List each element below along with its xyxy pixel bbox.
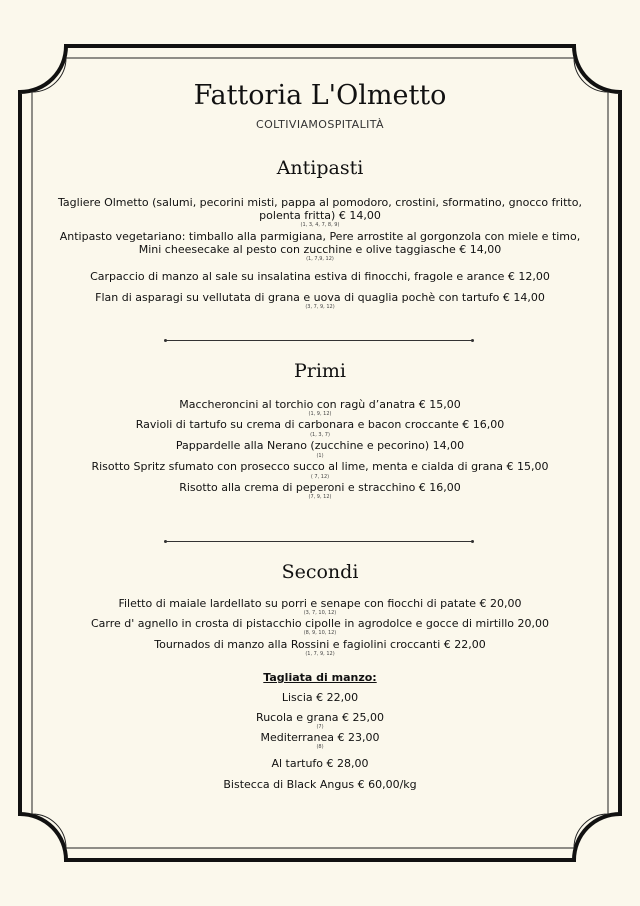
menu-item: Ravioli di tartufo su crema di carbonara e bacon croccante € 16,00 [135,418,505,431]
allergen-codes: (3, 7, 9, 12) [305,304,335,310]
restaurant-name: Fattoria L'Olmetto [193,80,447,111]
restaurant-tagline: COLTIVIAMOSPITALITÀ [256,118,384,131]
menu-item: Antipasto vegetariano: timballo alla parmigiana, Pere arrostite al gorgonzola con miele e timo, [59,230,581,243]
section-title-primi: Primi [293,360,347,382]
allergen-codes: (1, 9, 12) [308,411,332,417]
allergen-codes: (1, 3, 7) [310,432,330,438]
allergen-codes: (1, 7, 9, 12) [305,651,335,657]
menu-item-line2: polenta fritta) € 14,00 [259,209,381,222]
menu-item: Risotto alla crema di peperoni e stracchino € 16,00 [179,481,461,494]
allergen-codes: (3, 7, 10, 12) [303,610,337,616]
section-divider [165,340,473,341]
allergen-codes: (1) [316,453,324,459]
menu-item: Pappardelle alla Nerano (zucchine e pecorino) 14,00 [175,439,465,452]
tagliata-option: Bistecca di Black Angus € 60,00/kg [223,778,417,791]
menu-item: Carre d' agnello in crosta di pistacchio cipolle in agrodolce e gocce di mirtillo 20,00 [90,617,550,630]
menu-item: Tournados di manzo alla Rossini e fagiolini croccanti € 22,00 [154,638,486,651]
menu-item: Filetto di maiale lardellato su porri e senape con fiocchi di patate € 20,00 [118,597,522,610]
allergen-codes: (7, 9, 12) [308,494,332,500]
menu-item: Risotto Spritz sfumato con prosecco succo al lime, menta e cialda di grana € 15,00 [91,460,549,473]
allergen-codes: (1, 3, 4, 7, 8, 9) [300,222,340,228]
section-divider [165,541,473,542]
allergen-codes: (8) [316,744,324,750]
tagliata-heading: Tagliata di manzo: [263,671,377,684]
section-title-secondi: Secondi [281,561,359,583]
allergen-codes: ( 7, 12) [310,474,330,480]
tagliata-option: Mediterranea € 23,00 [260,731,380,744]
allergen-codes: (7) [316,724,324,730]
allergen-codes: (8, 9, 10, 12) [303,630,337,636]
menu-item: Carpaccio di manzo al sale su insalatina estiva di finocchi, fragole e arance € 12,00 [90,270,550,283]
tagliata-option: Liscia € 22,00 [281,691,359,704]
menu-item: Tagliere Olmetto (salumi, pecorini misti, pappa al pomodoro, crostini, sformatino, gnocco fritto, [58,196,582,209]
menu-item: Flan di asparagi su vellutata di grana e uova di quaglia pochè con tartufo € 14,00 [95,291,545,304]
allergen-codes: (1, 7,9, 12) [306,256,334,262]
tagliata-option: Rucola e grana € 25,00 [256,711,384,724]
menu-item: Maccheroncini al torchio con ragù d’anatra € 15,00 [179,398,461,411]
section-title-antipasti: Antipasti [276,157,364,179]
tagliata-option: Al tartufo € 28,00 [271,757,369,770]
menu-item-line2: Mini cheesecake al pesto con zucchine e olive taggiasche € 14,00 [138,243,502,256]
